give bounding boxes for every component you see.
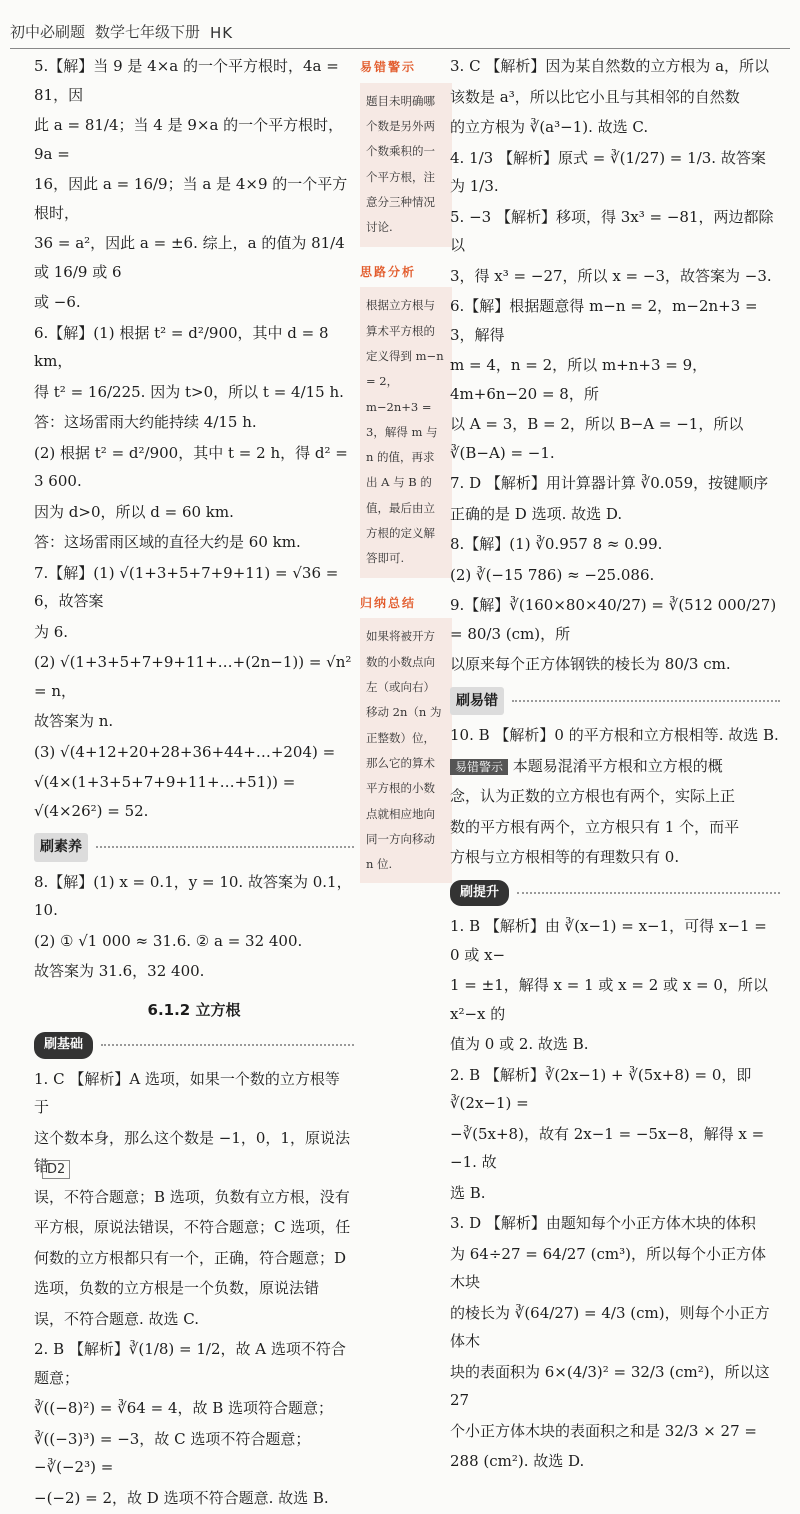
- note-head-summary: 归纳总结: [360, 595, 417, 610]
- r10-line: 方根与立方根相等的有理数只有 0.: [450, 848, 680, 867]
- note-head-warning: 易错警示: [360, 60, 417, 74]
- section-yicuo-label: 刷易错: [450, 687, 504, 716]
- t3-line: 288 (cm²). 故选 D.: [450, 1452, 585, 1471]
- c2-line: ∛((−3)³) = −3，故 C 选项不符合题意；−∛(−2³) =: [34, 1429, 311, 1477]
- q6-line: 得 t² = 16/225. 因为 t>0，所以 t = 4/15 h.: [34, 382, 344, 401]
- section-suyang-label: 刷素养: [34, 833, 88, 862]
- r4-line: 4. 1/3 【解析】原式 = ∛(1/27) = 1/3. 故答案为 1/3.: [450, 148, 766, 195]
- section-divider: [101, 1044, 354, 1046]
- t1-line: 1 = ±1，解得 x = 1 或 x = 2 或 x = 0，所以 x²−x 的: [450, 976, 768, 1023]
- r10-warning-line: [450, 752, 780, 781]
- series-title: 初中必刷题: [10, 23, 86, 41]
- q5-line: 36 = a²，因此 a = ±6. 综上，a 的值为 81/4 或 16/9 或 6: [34, 234, 345, 281]
- r7-line: 正确的是 D 选项. 故选 D.: [450, 504, 623, 523]
- q7-line: √(4×(1+3+5+7+9+11+…+51)) = √(4×26²) = 52.: [34, 773, 296, 820]
- section-divider: [512, 700, 780, 702]
- header-divider: [10, 48, 790, 49]
- r3-line: 该数是 a³，所以比它小且与其相邻的自然数: [450, 87, 740, 106]
- r3-line: 3. C 【解析】因为某自然数的立方根为 a，所以: [450, 57, 770, 75]
- subject-title: 数学七年级下册: [95, 23, 201, 41]
- r9-line: 9.【解】∛(160×80×40/27) = ∛(512 000/27) = 80/3 (cm)，所: [450, 596, 777, 643]
- r6-line: m = 4，n = 2，所以 m+n+3 = 9，4m+6n−20 = 8，所: [450, 356, 708, 403]
- r10-line: 10. B 【解析】0 的平方根和立方根相等. 故选 B.: [450, 726, 779, 745]
- section-jichu: [34, 1032, 354, 1059]
- r6-line: 以 A = 3，B = 2，所以 B−A = −1，所以 ∛(B−A) = −1.: [450, 415, 744, 462]
- t2-line: 选 B.: [450, 1183, 486, 1202]
- c1-line: 平方根，原说法错误，不符合题意；C 选项，任: [34, 1218, 351, 1237]
- r8-line: 8.【解】(1) ∛0.957 8 ≈ 0.99.: [450, 535, 663, 553]
- c1-line: 误，不符合题意. 故选 C.: [34, 1309, 200, 1328]
- c2-line: 2. B 【解析】∛(1/8) = 1/2，故 A 选项不符合题意；: [34, 1340, 346, 1387]
- t2-line: 2. B 【解析】∛(2x−1) + ∛(5x+8) = 0，即 ∛(2x−1) =: [450, 1065, 752, 1113]
- c1-line: 1. C 【解析】A 选项，如果一个数的立方根等于: [34, 1069, 340, 1117]
- section-subheading: 6.1.2 立方根: [147, 1000, 241, 1019]
- q7-line: 7.【解】(1) √(1+3+5+7+9+11) = √36 = 6，故答案: [34, 563, 339, 610]
- left-column: [34, 52, 354, 1514]
- note-body-warning: 题目未明确哪个数是另外两个数乘积的一个平方根，注意分三种情况讨论.: [360, 83, 452, 247]
- c1-line: 误，不符合题意；B 选项，负数有立方根，没有: [34, 1187, 350, 1206]
- q8-line: (2) ① √1 000 ≈ 31.6. ② a = 32 400.: [34, 931, 303, 950]
- r10-line: 本题易混淆平方根和立方根的概: [512, 756, 723, 775]
- r10-line: 数的平方根有两个，立方根只有 1 个，而平: [450, 817, 740, 836]
- t3-line: 的棱长为 ∛(64/27) = 4/3 (cm)，则每个小正方体木: [450, 1303, 770, 1351]
- r5-line: 3，得 x³ = −27，所以 x = −3，故答案为 −3.: [450, 266, 772, 285]
- q5-line: 此 a = 81/4；当 4 是 9×a 的一个平方根时，9a =: [34, 116, 344, 163]
- q7-line: (2) √(1+3+5+7+9+11+…+(2n−1)) = √n² = n，: [34, 653, 352, 700]
- section-tisheng: [450, 880, 780, 907]
- note-body-analysis: 根据立方根与算术平方根的定义得到 m−n = 2，m−2n+3 = 3，解得 m 与 n 的值，再求出 A 与 B 的值，最后由立方根的定义解答即可.: [360, 287, 452, 577]
- edition-label: HK: [210, 24, 234, 42]
- c1-line: 这个数本身，那么这个数是 −1，0，1，原说法错: [34, 1128, 350, 1176]
- page-number: D2: [42, 1160, 70, 1179]
- c2-line: −(−2) = 2，故 D 选项不符合题意. 故选 B.: [34, 1488, 329, 1507]
- q6-line: 6.【解】(1) 根据 t² = d²/900，其中 d = 8 km，: [34, 323, 329, 370]
- r10-line: 念，认为正数的立方根也有两个，实际上正: [450, 787, 736, 806]
- t1-line: 1. B 【解析】由 ∛(x−1) = x−1，可得 x−1 = 0 或 x−: [450, 917, 767, 964]
- t1-line: 值为 0 或 2. 故选 B.: [450, 1035, 589, 1054]
- t3-line: 个小正方体木块的表面积之和是 32/3 × 27 =: [450, 1421, 757, 1440]
- section-jichu-label: 刷基础: [34, 1032, 93, 1059]
- q5-line: 16，因此 a = 16/9；当 a 是 4×9 的一个平方根时，: [34, 175, 348, 222]
- note-head-analysis: 思路分析: [360, 264, 417, 279]
- r9-line: 以原来每个正方体钢铁的棱长为 80/3 cm.: [450, 655, 731, 673]
- section-divider: [96, 846, 354, 848]
- c2-line: ∛((−8)²) = ∛64 = 4，故 B 选项符合题意；: [34, 1399, 334, 1418]
- warning-chip: 易错警示: [450, 759, 508, 775]
- q7-line: 故答案为 n.: [34, 712, 114, 730]
- page-header: [10, 18, 233, 42]
- t2-line: −∛(5x+8)，故有 2x−1 = −5x−8，解得 x = −1. 故: [450, 1124, 765, 1172]
- q7-line: (3) √(4+12+20+28+36+44+…+204) =: [34, 742, 336, 761]
- r7-line: 7. D 【解析】用计算器计算 ∛0.059，按键顺序: [450, 474, 769, 492]
- t3-line: 3. D 【解析】由题知每个小正方体木块的体积: [450, 1214, 756, 1233]
- q7-line: 为 6.: [34, 622, 69, 641]
- q5-line: 或 −6.: [34, 293, 81, 311]
- section-suyang: [34, 833, 354, 862]
- r3-line: 的立方根为 ∛(a³−1). 故选 C.: [450, 118, 649, 136]
- r5-line: 5. −3 【解析】移项，得 3x³ = −81，两边都除以: [450, 207, 774, 254]
- q6-line: 答：这场雷雨大约能持续 4/15 h.: [34, 413, 257, 431]
- section-yicuo: [450, 687, 780, 716]
- notes-column: [360, 52, 452, 897]
- q5-line: 5.【解】当 9 是 4×a 的一个平方根时，4a = 81，因: [34, 57, 339, 104]
- q6-line: 因为 d>0，所以 d = 60 km.: [34, 502, 234, 521]
- right-column: [450, 52, 780, 1478]
- r8-line: (2) ∛(−15 786) ≈ −25.086.: [450, 565, 655, 584]
- note-body-summary: 如果将被开方数的小数点向左（或向右）移动 2n（n 为正整数）位，那么它的算术平方根的小数点就相应地向同一方向移动 n 位.: [360, 618, 452, 883]
- q8-line: 故答案为 31.6，32 400.: [34, 962, 205, 981]
- q6-line: (2) 根据 t² = d²/900，其中 t = 2 h，得 d² = 3 600.: [34, 443, 348, 490]
- t3-line: 块的表面积为 6×(4/3)² = 32/3 (cm²)，所以这 27: [450, 1362, 770, 1410]
- r6-line: 6.【解】根据题意得 m−n = 2，m−2n+3 = 3，解得: [450, 297, 758, 344]
- c1-line: 选项，负数的立方根是一个负数，原说法错: [34, 1279, 320, 1298]
- t3-line: 为 64÷27 = 64/27 (cm³)，所以每个小正方体木块: [450, 1244, 766, 1292]
- q6-line: 答：这场雷雨区域的直径大约是 60 km.: [34, 533, 301, 551]
- section-divider: [517, 892, 780, 894]
- q8-line: 8.【解】(1) x = 0.1，y = 10. 故答案为 0.1，10.: [34, 872, 352, 920]
- section-tisheng-label: 刷提升: [450, 880, 509, 907]
- c1-line: 何数的立方根都只有一个，正确，符合题意；D: [34, 1248, 347, 1267]
